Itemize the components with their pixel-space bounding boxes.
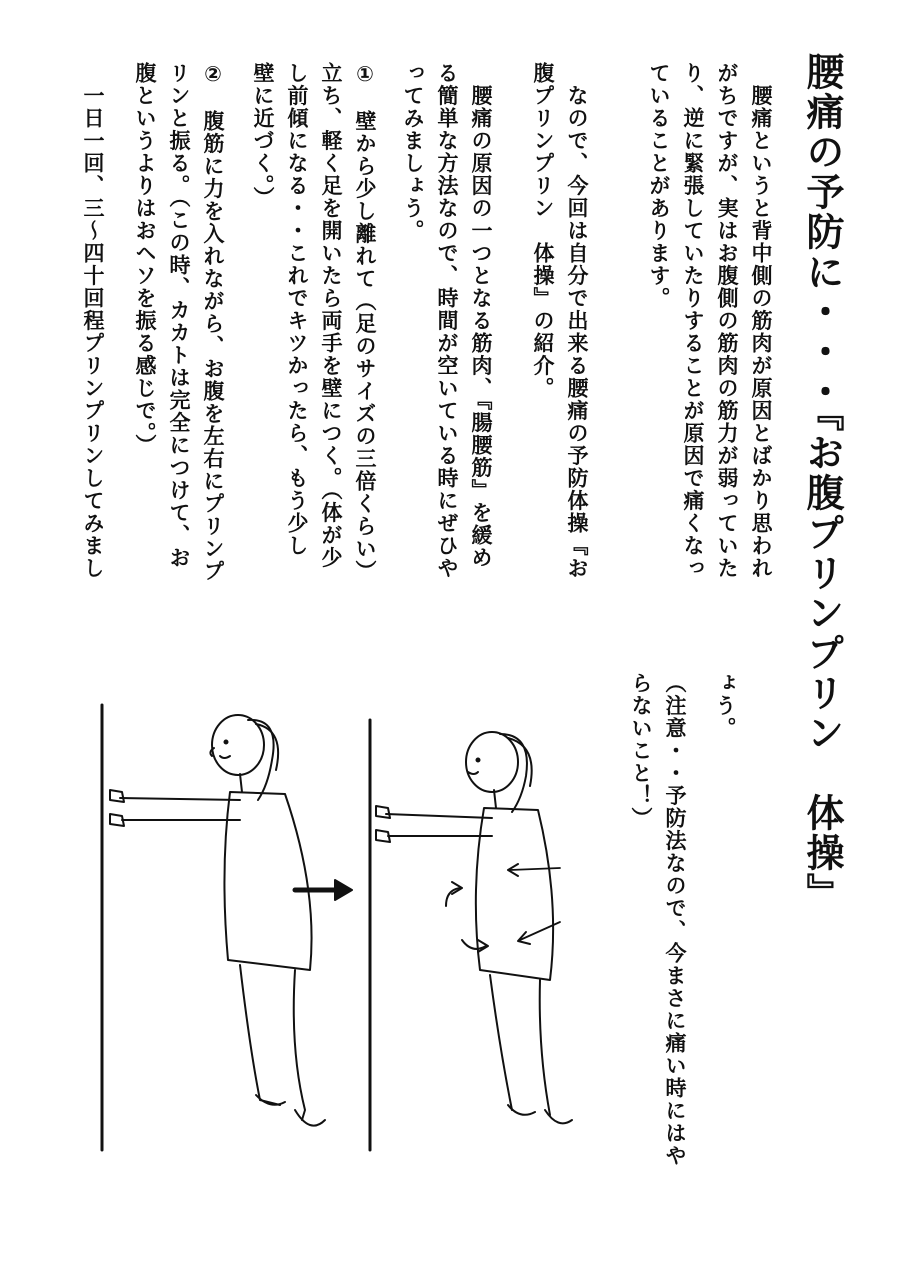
- text-line: らないこと！）: [629, 672, 653, 830]
- text-line: 腰痛というと背中側の筋肉が原因とばかり思われ: [749, 62, 773, 580]
- text-line: 腰痛の原因の一つとなる筋肉、『腸腰筋』を緩め: [469, 62, 493, 569]
- text-line: ていることがあります。: [647, 62, 671, 310]
- closing-line: [76, 62, 110, 580]
- text-line: 腹プリンプリン 体操』の紹介。: [531, 62, 555, 400]
- text-line: ってみましょう。: [401, 62, 425, 242]
- text-line: ② 腹筋に力を入れながら、お腹を左右にプリンプ: [201, 62, 225, 583]
- text-line: 腹というよりはおヘソを振る感じで。）: [133, 62, 157, 457]
- exercise-illustration: [80, 690, 620, 1160]
- paragraph-purpose: [526, 62, 594, 580]
- caution-note: [624, 672, 692, 1167]
- text-line: （注意・・予防法なので、今まさに痛い時にはや: [663, 672, 687, 1167]
- text-line: し前傾になる・・これでキツかったら、もう少し: [285, 62, 309, 557]
- text-line: なので、今回は自分で出来る腰痛の予防体操『お: [565, 62, 589, 580]
- text-line: リンと振る。（この時、カカトは完全につけて、お: [167, 62, 191, 569]
- text-line: 一日一回、三〜四十回程プリンプリンしてみまし: [81, 62, 105, 580]
- text-line: ① 壁から少し離れて（足のサイズの三倍くらい）: [353, 62, 377, 583]
- text-line: り、逆に緊張していたりすることが原因で痛くなっ: [681, 62, 705, 580]
- arrow-right-icon: [295, 880, 352, 900]
- closing-continuation: [708, 672, 742, 740]
- page-title: 腰痛の予防に・・・『お腹プリンプリン 体操』: [800, 52, 844, 913]
- text-line: がちですが、実はお腹側の筋肉の筋力が弱っていた: [715, 62, 739, 580]
- step-1: [246, 62, 382, 583]
- text-line: る簡単な方法なので、時間が空いている時にぜひや: [435, 62, 459, 580]
- wall-push-pose-figure: [110, 715, 325, 1126]
- paragraph-intro: [642, 62, 778, 580]
- paragraph-method: [396, 62, 498, 580]
- text-line: 壁に近づく。）: [251, 62, 275, 209]
- step-2: [128, 62, 230, 583]
- text-line: ょう。: [713, 672, 737, 740]
- belly-swing-pose-figure: [376, 732, 572, 1123]
- text-line: 立ち、軽く足を開いたら両手を壁につく。（体が少: [319, 62, 343, 569]
